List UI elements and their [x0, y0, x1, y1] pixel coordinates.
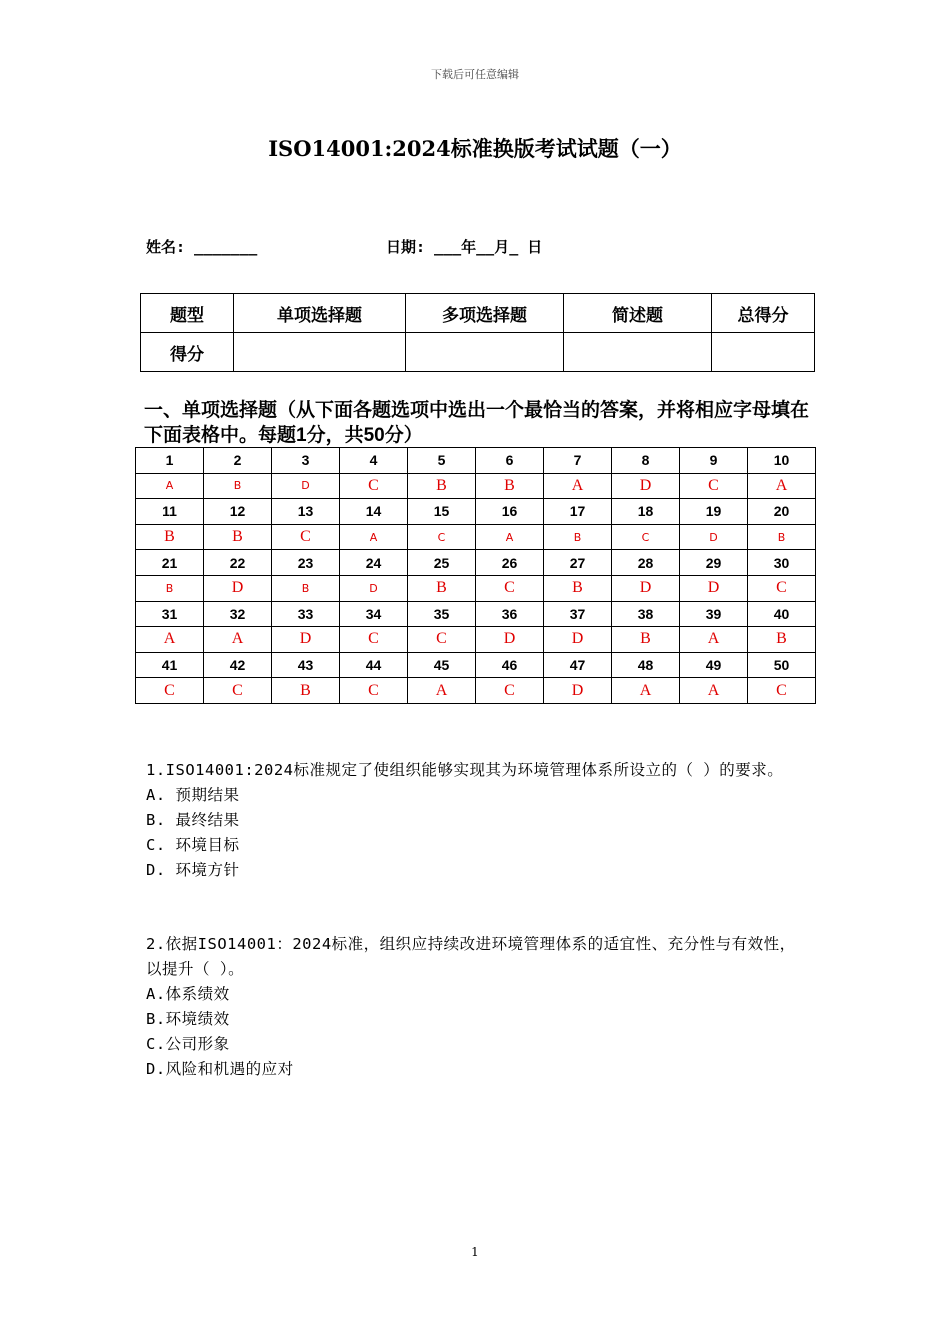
score-header-total: 总得分	[712, 294, 815, 333]
question-number-cell: 22	[204, 550, 272, 576]
answer-cell[interactable]: C	[408, 627, 476, 653]
answer-cell[interactable]: A	[476, 524, 544, 550]
header-note: 下载后可任意编辑	[431, 68, 519, 81]
answer-cell[interactable]: D	[680, 575, 748, 601]
answer-cell[interactable]: A	[136, 627, 204, 653]
option-c[interactable]: C. 环境目标	[146, 836, 240, 854]
question-number-cell: 49	[680, 652, 748, 678]
question-number-cell: 13	[272, 499, 340, 525]
answer-cell[interactable]: C	[748, 678, 816, 704]
score-cell-single[interactable]	[234, 333, 406, 372]
option-c[interactable]: C.公司形象	[146, 1035, 230, 1053]
answer-cell[interactable]: C	[408, 524, 476, 550]
question-number-cell: 31	[136, 601, 204, 627]
question-number-cell: 29	[680, 550, 748, 576]
question-number-cell: 19	[680, 499, 748, 525]
answer-cell[interactable]: D	[340, 575, 408, 601]
question-stem: 1.ISO14001:2024标准规定了使组织能够实现其为环境管理体系所设立的（ ）的要求。	[146, 761, 784, 779]
question-number-cell: 8	[612, 448, 680, 474]
question-number-cell: 40	[748, 601, 816, 627]
score-cell-total[interactable]	[712, 333, 815, 372]
question-number-cell: 41	[136, 652, 204, 678]
score-header-single: 单项选择题	[234, 294, 406, 333]
question-number-cell: 50	[748, 652, 816, 678]
score-header-type: 题型	[141, 294, 234, 333]
answer-cell[interactable]: D	[544, 678, 612, 704]
question-number-cell: 37	[544, 601, 612, 627]
score-cell-multi[interactable]	[406, 333, 564, 372]
answer-cell[interactable]: C	[612, 524, 680, 550]
question-number-cell: 4	[340, 448, 408, 474]
question-number-cell: 48	[612, 652, 680, 678]
question-number-cell: 5	[408, 448, 476, 474]
page-number: 1	[471, 1245, 479, 1259]
answer-cell[interactable]: D	[612, 575, 680, 601]
option-d[interactable]: D.风险和机遇的应对	[146, 1060, 294, 1078]
question-number-cell: 16	[476, 499, 544, 525]
question-number-cell: 17	[544, 499, 612, 525]
question-number-cell: 2	[204, 448, 272, 474]
question-number-cell: 36	[476, 601, 544, 627]
section-1-title: 一、单项选择题（从下面各题选项中选出一个最恰当的答案，并将相应字母填在下面表格中。每题1分，共50分）	[144, 400, 810, 446]
option-a[interactable]: A. 预期结果	[146, 786, 240, 804]
question-number-cell: 6	[476, 448, 544, 474]
question-number-cell: 33	[272, 601, 340, 627]
answer-cell[interactable]: B	[136, 524, 204, 550]
answer-cell[interactable]: B	[408, 473, 476, 499]
question-number-cell: 1	[136, 448, 204, 474]
answer-cell[interactable]: D	[272, 473, 340, 499]
question-number-cell: 12	[204, 499, 272, 525]
answer-letter-row	[136, 473, 816, 499]
question-number-cell: 42	[204, 652, 272, 678]
answer-cell[interactable]: D	[680, 524, 748, 550]
question-number-cell: 11	[136, 499, 204, 525]
answer-cell[interactable]: D	[204, 575, 272, 601]
answer-cell[interactable]: D	[612, 473, 680, 499]
question-number-cell: 47	[544, 652, 612, 678]
question-2	[146, 932, 811, 1082]
page-title: ISO14001:2024标准换版考试试题（一）	[268, 136, 682, 161]
option-d[interactable]: D. 环境方针	[146, 861, 240, 879]
question-number-cell: 35	[408, 601, 476, 627]
question-number-cell: 23	[272, 550, 340, 576]
option-b[interactable]: B.环境绩效	[146, 1010, 230, 1028]
answer-cell[interactable]: A	[340, 524, 408, 550]
question-number-cell: 28	[612, 550, 680, 576]
answer-cell[interactable]: D	[272, 627, 340, 653]
answer-cell[interactable]: A	[612, 678, 680, 704]
question-1	[146, 758, 811, 883]
answer-cell[interactable]: A	[136, 473, 204, 499]
answer-cell[interactable]: A	[408, 678, 476, 704]
answer-cell[interactable]: C	[476, 678, 544, 704]
answer-letter-row	[136, 524, 816, 550]
question-number-cell: 45	[408, 652, 476, 678]
question-number-cell: 27	[544, 550, 612, 576]
answer-cell[interactable]: B	[476, 473, 544, 499]
name-field[interactable]: 姓名: _______	[146, 238, 258, 256]
answer-number-row	[136, 499, 816, 525]
answer-cell[interactable]: C	[136, 678, 204, 704]
answer-cell[interactable]: C	[204, 678, 272, 704]
score-table	[140, 293, 815, 372]
option-b[interactable]: B. 最终结果	[146, 811, 240, 829]
answer-cell[interactable]: C	[680, 473, 748, 499]
question-number-cell: 34	[340, 601, 408, 627]
answer-cell[interactable]: C	[340, 678, 408, 704]
question-number-cell: 24	[340, 550, 408, 576]
question-number-cell: 21	[136, 550, 204, 576]
question-number-cell: 39	[680, 601, 748, 627]
answer-number-row	[136, 550, 816, 576]
question-number-cell: 3	[272, 448, 340, 474]
question-number-cell: 46	[476, 652, 544, 678]
answer-cell[interactable]: B	[408, 575, 476, 601]
answer-letter-row	[136, 627, 816, 653]
answer-cell[interactable]: C	[272, 524, 340, 550]
answer-cell[interactable]: B	[544, 524, 612, 550]
question-number-cell: 18	[612, 499, 680, 525]
question-number-cell: 43	[272, 652, 340, 678]
answer-cell[interactable]: A	[204, 627, 272, 653]
answer-cell[interactable]: B	[748, 524, 816, 550]
score-header-multi: 多项选择题	[406, 294, 564, 333]
question-number-cell: 14	[340, 499, 408, 525]
question-number-cell: 32	[204, 601, 272, 627]
answer-grid	[135, 447, 816, 704]
score-header-short: 简述题	[564, 294, 712, 333]
question-number-cell: 26	[476, 550, 544, 576]
answer-cell[interactable]: B	[136, 575, 204, 601]
answer-cell[interactable]: C	[476, 575, 544, 601]
answer-cell[interactable]: B	[748, 627, 816, 653]
option-a[interactable]: A.体系绩效	[146, 985, 230, 1003]
answer-cell[interactable]: B	[272, 575, 340, 601]
answer-cell[interactable]: B	[204, 473, 272, 499]
answer-cell[interactable]: C	[340, 627, 408, 653]
question-number-cell: 20	[748, 499, 816, 525]
question-number-cell: 15	[408, 499, 476, 525]
info-line	[146, 236, 543, 257]
question-number-cell: 30	[748, 550, 816, 576]
score-row-label: 得分	[141, 333, 234, 372]
answer-cell[interactable]: B	[612, 627, 680, 653]
question-number-cell: 7	[544, 448, 612, 474]
answer-letter-row	[136, 678, 816, 704]
answer-cell[interactable]: C	[340, 473, 408, 499]
date-field[interactable]: 日期: ___年__月_ 日	[386, 238, 543, 256]
score-cell-short[interactable]	[564, 333, 712, 372]
answer-cell[interactable]: C	[748, 575, 816, 601]
answer-cell[interactable]: A	[748, 473, 816, 499]
question-stem: 2.依据ISO14001：2024标准，组织应持续改进环境管理体系的适宜性、充分性与有效性，以提升（ ）。	[146, 935, 796, 978]
answer-number-row	[136, 448, 816, 474]
answer-cell[interactable]: A	[680, 678, 748, 704]
question-number-cell: 44	[340, 652, 408, 678]
answer-cell[interactable]: D	[544, 627, 612, 653]
question-number-cell: 9	[680, 448, 748, 474]
answer-cell[interactable]: B	[204, 524, 272, 550]
question-number-cell: 38	[612, 601, 680, 627]
answer-cell[interactable]: D	[476, 627, 544, 653]
answer-cell[interactable]: B	[544, 575, 612, 601]
answer-letter-row	[136, 575, 816, 601]
answer-cell[interactable]: A	[680, 627, 748, 653]
answer-number-row	[136, 652, 816, 678]
answer-number-row	[136, 601, 816, 627]
answer-cell[interactable]: B	[272, 678, 340, 704]
answer-cell[interactable]: A	[544, 473, 612, 499]
question-number-cell: 10	[748, 448, 816, 474]
question-number-cell: 25	[408, 550, 476, 576]
